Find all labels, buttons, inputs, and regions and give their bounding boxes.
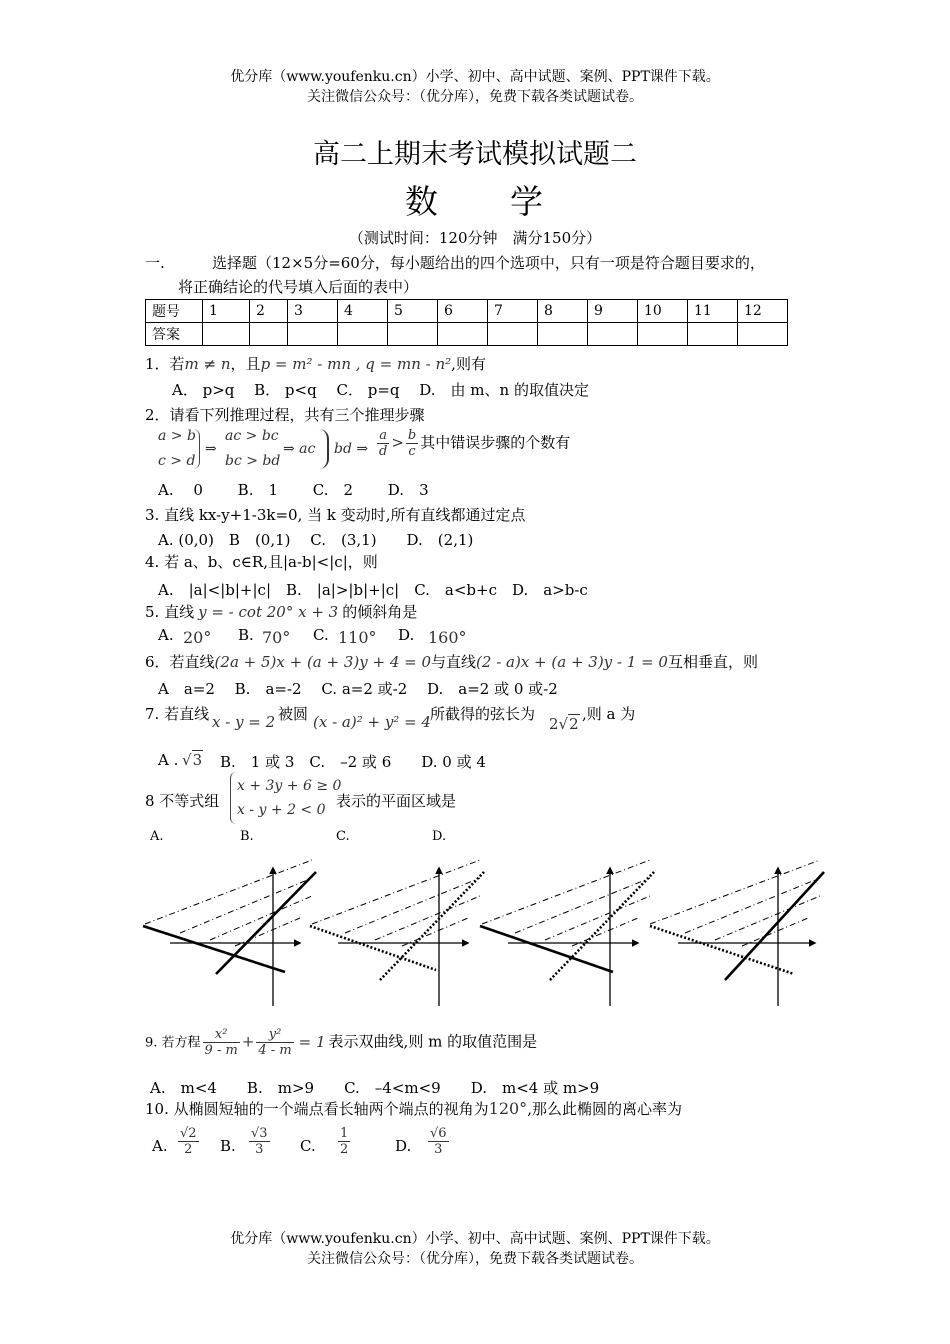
footer-line-1: 优分库（www.youfenku.cn）小学、初中、高中试题、案例、PPT课件下载。 [230,1231,720,1247]
q3-options: A. (0,0) B (0,1) C. (3,1) D. (2,1) [158,531,474,549]
q7-suffix-2: ,则 a 为 [582,705,636,723]
q8-inequality-1: x + 3y + 6 ≥ 0 [237,778,342,794]
q10-angle: 120° [488,1099,528,1118]
q1-formula: p = m² - mn , q = mn - n² [260,355,452,373]
answer-table-number-row [146,300,788,323]
answer-table [145,299,788,346]
q7-line: x - y = 2 [212,713,276,731]
q10-option-c-label: C. [300,1137,316,1155]
q5-option-d-value: 160° [428,628,467,647]
q5-equation: y = - cot 20° x + 3 [198,603,339,621]
q8-label-a: A. [150,829,164,844]
table-number-cell: 11 [688,300,738,323]
answer-cell[interactable] [688,323,738,346]
q5-option-a-value: 20° [183,628,212,647]
answer-cell[interactable] [203,323,250,346]
q8-graph-b [310,860,484,1006]
q5-option-c-label: C. [313,626,329,644]
q7-options: B. 1 或 3 C. –2 或 6 D. 0 或 4 [220,753,486,771]
subject-title [0,176,950,223]
header-line-1: 优分库（www.youfenku.cn）小学、初中、高中试题、案例、PPT课件下载。 [230,69,720,85]
question-9 [145,1027,537,1058]
table-number-cell: 6 [438,300,488,323]
table-answer-label: 答案 [146,323,203,346]
q6-line-1: (2a + 5)x + (a + 3)y + 4 = 0 [214,653,432,671]
q2-step1-a: a > b [158,428,196,444]
q2-options: A. 0 B. 1 C. 2 D. 3 [158,481,429,499]
q7-chord-radicand: 2 [569,715,579,733]
q10-prefix: 10. 从椭圆短轴的一个端点看长轴两个端点的视角为 [145,1100,489,1118]
q1-options: A． p>q B． p<q C． p=q D. 由 m、n 的取值决定 [172,381,589,399]
q10-option-d-value: $\frac{√6}{3}$ [430,1126,447,1157]
answer-cell[interactable] [638,323,688,346]
footer-line-2: 关注微信公众号：（优分库），免费下载各类试题试卷。 [307,1251,643,1267]
question-1 [145,353,486,374]
q2-gt: > [391,433,404,452]
q9-options: A. m<4 B. m>9 C. –4<m<9 D. m<4 或 m>9 [150,1079,600,1097]
q8-label-b: B. [240,829,254,844]
q6-suffix: 互相垂直，则 [667,653,758,671]
table-number-cell: 7 [488,300,538,323]
q10-option-d-label: D. [395,1137,412,1155]
table-number-cell: 12 [738,300,788,323]
q2-step3-b: bd ⇒ [334,441,369,457]
q7-option-a-label: A . [158,751,179,769]
q2-step3: ⇒ ac [283,441,316,457]
section-instruction-1: 选择题（12×5分=60分，每小题给出的四个选项中，只有一项是符合题目要求的， [212,254,765,272]
question-6 [145,651,758,672]
q2-brace-2 [317,429,329,469]
q9-fraction-1: $\frac{\text{x²}}{9 - m}$ [204,1027,238,1058]
exam-title: 高二上期末考试模拟试题二 [313,139,637,170]
q2-fraction-expr [375,428,570,459]
q9-suffix: 表示双曲线,则 m 的取值范围是 [328,1032,538,1051]
question-10 [145,1098,682,1119]
q7-chord-coefficient: 2 [549,715,559,733]
answer-cell[interactable] [738,323,788,346]
question-5 [145,601,417,622]
q8-graph-d [650,860,824,1006]
q1-mid: ，且 [230,355,261,373]
q8-graph-a [143,860,316,1006]
q8-inequality-system [230,772,347,824]
section-number: 一. [145,254,165,272]
answer-table-answer-row [146,323,788,346]
q7-circle: (x - a)² + y² = 4 [313,713,431,731]
q1-prefix: 1．若 [145,355,185,373]
q5-suffix: 的倾斜角是 [342,603,418,621]
q5-option-b-value: 70° [262,628,291,647]
table-number-cell: 9 [588,300,638,323]
q8-inequality-2: x - y + 2 < 0 [237,802,326,818]
q8-label-d: D. [432,829,447,844]
table-number-cell: 1 [203,300,250,323]
header-line-2: 关注微信公众号：（优分库），免费下载各类试题试卷。 [307,89,643,105]
q7-option-a-radicand: 3 [192,751,203,769]
q2-suffix: 其中错误步骤的个数有 [420,433,571,452]
exam-info: （测试时间：120分钟 满分150分） [348,229,602,247]
q4-options: A. |a|<|b|+|c| B. |a|>|b|+|c| C. a<b+c D. a>b-c [158,581,588,599]
q7-mid: 被圆 [278,705,309,723]
q6-mid: 与直线 [431,653,477,671]
answer-cell[interactable] [388,323,438,346]
table-number-cell: 10 [638,300,688,323]
q5-prefix: 5. 直线 [145,603,195,621]
table-number-cell: 5 [388,300,438,323]
table-number-cell: 4 [338,300,388,323]
answer-cell[interactable] [588,323,638,346]
q2-step2-a: ac > bc [225,428,279,444]
q2-stem: 2．请看下列推理过程，共有三个推理步骤 [145,406,425,424]
answer-cell[interactable] [438,323,488,346]
table-number-cell: 8 [538,300,588,323]
q10-option-b-label: B. [220,1137,236,1155]
q9-prefix: 9. 若方程 [145,1035,201,1051]
table-header-label: 题号 [146,300,203,323]
q4-stem: 4. 若 a、b、c∈R,且|a-b|<|c|，则 [145,553,378,571]
q3-stem: 3. 直线 kx-y+1-3k=0, 当 k 变动时,所有直线都通过定点 [145,506,526,524]
q2-implies-1: ⇒ [205,441,217,457]
q2-step2-b: bc > bd [225,453,281,469]
q2-frac-b-c: $\frac{b}{c}$ [407,428,417,459]
q10-option-a-label: A. [152,1137,168,1155]
q8-graphs [140,858,830,1010]
answer-cell[interactable] [488,323,538,346]
q2-frac-a-d: $\frac{a}{d}$ [379,428,388,459]
answer-cell[interactable] [338,323,388,346]
q8-suffix: 表示的平面区域是 [336,792,457,810]
q2-brace-1 [193,429,200,469]
q7-chord-length: 2√2 [549,715,579,733]
q6-options: A a=2 B. a=-2 C. a=2 或-2 D. a=2 或 0 或-2 [158,680,558,698]
q1-suffix: ,则有 [451,355,486,373]
q1-condition: m ≠ n [184,355,231,373]
section-instruction-2: 将正确结论的代号填入后面的表中） [178,278,419,296]
table-number-cell: 3 [288,300,338,323]
answer-cell[interactable] [538,323,588,346]
q6-line-2: (2 - a)x + (a + 3)y - 1 = 0 [476,653,668,671]
subject-char-2: 学 [510,182,545,221]
q7-option-a-value: √3 [182,751,203,769]
q10-option-a-value: $\frac{√2}{2}$ [180,1126,197,1157]
subject-char-1: 数 [405,182,440,221]
table-number-cell: 2 [250,300,288,323]
q10-suffix: ,那么此椭圆的离心率为 [527,1100,682,1118]
q7-suffix-1: 所截得的弦长为 [430,705,536,723]
q8-label-c: C. [336,829,350,844]
q8-graph-c [480,860,654,1006]
q5-option-c-value: 110° [338,628,377,647]
q10-option-c-value: $\frac{1}{2}$ [340,1126,349,1157]
q9-fraction-2: $\frac{\text{y²}}{4 - m}$ [258,1027,292,1058]
q9-plus: + [241,1032,255,1051]
q7-prefix: 7. 若直线 [145,705,210,723]
q9-equals-one: = 1 [298,1032,326,1051]
answer-cell[interactable] [250,323,288,346]
q2-step1-b: c > d [158,453,196,469]
q6-prefix: 6．若直线 [145,653,215,671]
q8-prefix: 8 不等式组 [145,792,220,810]
q5-option-a-label: A. [158,626,174,644]
q5-option-d-label: D. [398,626,415,644]
answer-cell[interactable] [288,323,338,346]
q5-option-b-label: B. [238,626,254,644]
q10-option-b-value: $\frac{√3}{3}$ [251,1126,268,1157]
